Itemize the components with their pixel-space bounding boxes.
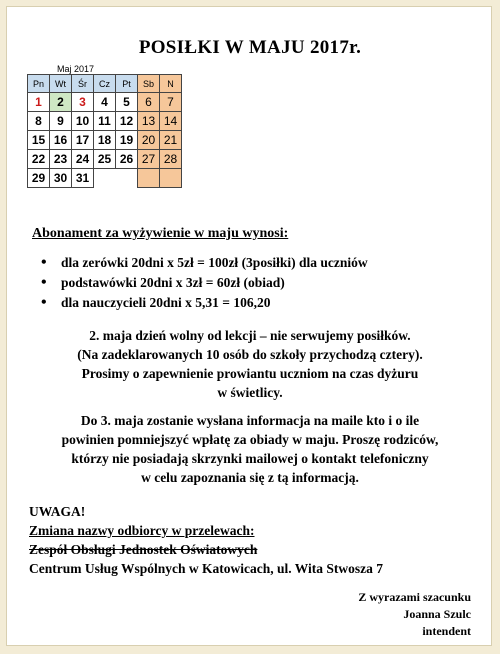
weekday-header: Pn [28, 75, 50, 93]
list-item: • podstawówki 20dni x 3zł = 60zł (obiad) [37, 273, 368, 293]
page-title: POSIŁKI W MAJU 2017r. [138, 37, 362, 58]
calendar-day: 4 [94, 93, 116, 112]
calendar-day: 30 [50, 169, 72, 188]
document-page [6, 6, 492, 646]
weekday-header: Cz [94, 75, 116, 93]
calendar-day: 24 [72, 150, 94, 169]
signature-role: intendent [422, 624, 471, 638]
weekday-header: Sb [138, 75, 160, 93]
list-item: • dla zerówki 20dni x 5zł = 100zł (3posiłki) dla uczniów [37, 253, 368, 273]
calendar-day: 6 [138, 93, 160, 112]
calendar-day: 31 [72, 169, 94, 188]
calendar-day: 1 [28, 93, 50, 112]
calendar-day: 29 [28, 169, 50, 188]
calendar-day: 13 [138, 112, 160, 131]
calendar-caption: Maj 2017 [57, 64, 95, 74]
calendar-day: 18 [94, 131, 116, 150]
weekday-header: Wt [50, 75, 72, 93]
calendar-day: 16 [50, 131, 72, 150]
calendar-day-empty [138, 169, 160, 188]
notice-line: Do 3. maja zostanie wysłana informacja na maile kto i o ile [80, 413, 420, 428]
calendar-day-empty [160, 169, 182, 188]
warning-block [29, 502, 383, 578]
warning-heading: UWAGA! [29, 504, 86, 519]
calendar-week-row [28, 112, 182, 131]
weekday-header: Pt [116, 75, 138, 93]
weekday-header: N [160, 75, 182, 93]
calendar-day: 23 [50, 150, 72, 169]
calendar-day: 3 [72, 93, 94, 112]
calendar-week-row [28, 150, 182, 169]
subscription-title: Abonament za wyżywienie w maju wynosi: [32, 226, 289, 241]
calendar-week-row [28, 131, 182, 150]
calendar-day: 22 [28, 150, 50, 169]
calendar-header-row [28, 75, 182, 93]
calendar-day: 20 [138, 131, 160, 150]
calendar-day: 28 [160, 150, 182, 169]
calendar-day: 2 [50, 93, 72, 112]
notice-email-info [7, 411, 493, 487]
calendar-day: 21 [160, 131, 182, 150]
calendar-table [27, 74, 182, 188]
weekday-header: Śr [72, 75, 94, 93]
calendar-day: 9 [50, 112, 72, 131]
calendar-day: 5 [116, 93, 138, 112]
signature [358, 589, 471, 640]
calendar-day: 25 [94, 150, 116, 169]
notice-line: (Na zadeklarowanych 10 osób do szkoły przychodzą cztery). [77, 347, 423, 362]
subscription-list [37, 253, 368, 313]
calendar-day: 14 [160, 112, 182, 131]
calendar-week-row [28, 169, 182, 188]
calendar-day-empty [116, 169, 138, 188]
notice-line: Prosimy o zapewnienie prowiantu uczniom na czas dyżuru [81, 366, 419, 381]
calendar-day: 8 [28, 112, 50, 131]
calendar-day-empty [94, 169, 116, 188]
calendar-week-row [28, 93, 182, 112]
calendar-day: 11 [94, 112, 116, 131]
notice-line: w celu zapoznania się z tą informacją. [141, 470, 359, 485]
calendar-day: 19 [116, 131, 138, 150]
list-item: • dla nauczycieli 20dni x 5,31 = 106,20 [37, 293, 368, 313]
calendar-day: 15 [28, 131, 50, 150]
signature-name: Joanna Szulc [403, 607, 471, 621]
calendar-day: 7 [160, 93, 182, 112]
new-recipient-name: Centrum Usług Wspólnych w Katowicach, ul. Wita Stwosza 7 [29, 561, 384, 576]
calendar-day: 26 [116, 150, 138, 169]
calendar-day: 10 [72, 112, 94, 131]
calendar-day: 27 [138, 150, 160, 169]
calendar-day: 12 [116, 112, 138, 131]
warning-subheading: Zmiana nazwy odbiorcy w przelewach: [29, 523, 255, 538]
calendar-day: 17 [72, 131, 94, 150]
old-recipient-name: Zespół Obsługi Jednostek Oświatowych [29, 542, 258, 557]
notice-line: którzy nie posiadają skrzynki mailowej o kontakt telefoniczny [71, 451, 429, 466]
notice-day-off [7, 326, 493, 402]
notice-line: w świetlicy. [217, 385, 283, 400]
notice-line: powinien pomniejszyć wpłatę za obiady w maju. Proszę rodziców, [61, 432, 439, 447]
signature-line: Z wyrazami szacunku [358, 590, 471, 604]
notice-line: 2. maja dzień wolny od lekcji – nie serwujemy posiłków. [89, 328, 411, 343]
